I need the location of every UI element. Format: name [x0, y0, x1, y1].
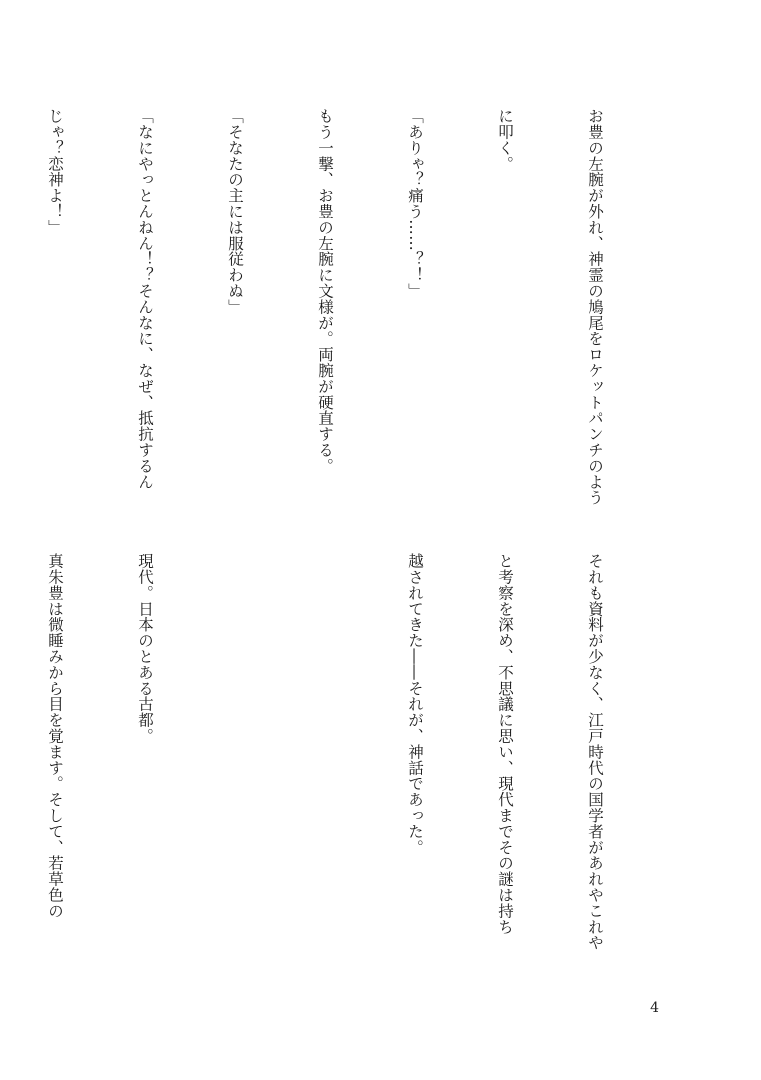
text-line: それも資料が少なく、江戸時代の国学者があれやこれや [586, 553, 604, 951]
text-line: 「ありゃ？痛う……？！」 [406, 108, 424, 299]
text-line: お豊の左腕が外れ、神霊の鳩尾をロケットパンチのよう [586, 108, 604, 506]
blank-line [220, 553, 250, 973]
text-line: に叩く。 [496, 108, 514, 172]
text-line: 「なにやっとんねん！？そんなに、なぜ、抵抗するん [136, 108, 154, 490]
text-line: もう一撃、お豊の左腕に文様が。両腕が硬直する。 [316, 108, 334, 474]
text-line: 越されてきた――それが、神話であった。 [406, 553, 424, 856]
text-line: 真朱豊は微睡みから目を覚ます。そして、若草色の [46, 553, 64, 919]
blank-line [310, 553, 340, 973]
text-line: 現代。日本のとある古都。 [136, 553, 154, 744]
text-line: と考察を深め、不思議に思い、現代までその謎は持ち [496, 553, 514, 935]
text-block-upper [46, 108, 670, 538]
text-block-lower [46, 553, 670, 973]
text-line: じゃ？恋神よ！」 [46, 108, 64, 236]
text-line: 「そなたの主には服従わぬ」 [226, 108, 244, 315]
page-number: 4 [650, 1000, 659, 1016]
